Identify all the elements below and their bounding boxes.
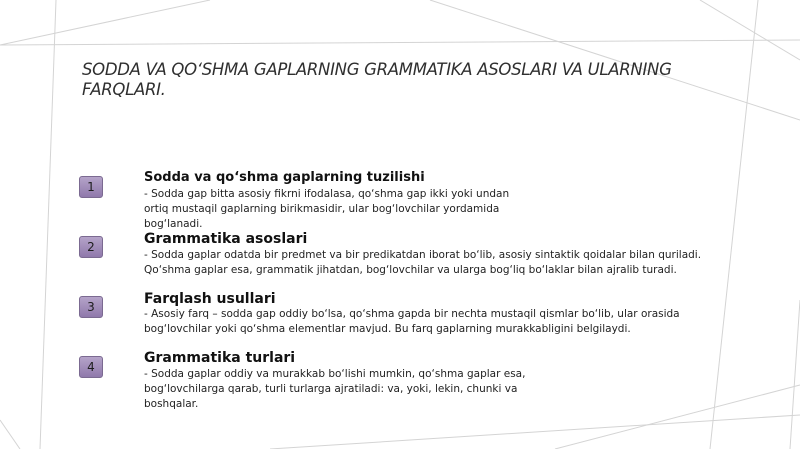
item-text: - Asosiy farq – sodda gap oddiy bo‘lsa, qo‘shma gapda bir nechta mustaqil qismlar bo‘lib, ular orasida bog‘lovchilar yoki qo‘shma elementlar mavjud. Bu farq gaplarning murakkabligini belgilaydi.	[144, 308, 680, 335]
item-number-badge: 3	[79, 296, 103, 318]
item-text: - Sodda gap bitta asosiy fikrni ifodalasa, qo‘shma gap ikki yoki undan ortiq mustaqil gaplarning birikmasidir, ular bog‘lovchilar yordamida bog‘lanadi.	[144, 188, 510, 230]
item-number-badge: 2	[79, 236, 103, 258]
item-text: - Sodda gaplar odatda bir predmet va bir predikatdan iborat bo‘lib, asosiy sintaktik qoidalar bilan quriladi. Qo‘shma gaplar esa, grammatik jihatdan, bog‘lovchilar va ularga bog‘liq bo‘laklar bilan ajralib turadi.	[144, 249, 702, 276]
item-number-badge: 4	[79, 356, 103, 378]
item-heading: Farqlash usullari	[144, 291, 276, 307]
slide-title: SODDA VA QO‘SHMA GAPLARNING GRAMMATIKA ASOSLARI VA ULARNING FARQLARI.	[82, 60, 672, 99]
item-heading: Grammatika asoslari	[144, 231, 308, 247]
item-number-badge: 1	[79, 176, 103, 198]
item-heading: Grammatika turlari	[144, 350, 296, 366]
item-text: - Sodda gaplar oddiy va murakkab bo‘lishi mumkin, qo‘shma gaplar esa, bog‘lovchilarga qarab, turli turlarga ajratiladi: va, yoki, lekin, chunki va boshqalar.	[144, 368, 526, 410]
item-heading: Sodda va qo‘shma gaplarning tuzilishi	[144, 170, 425, 185]
